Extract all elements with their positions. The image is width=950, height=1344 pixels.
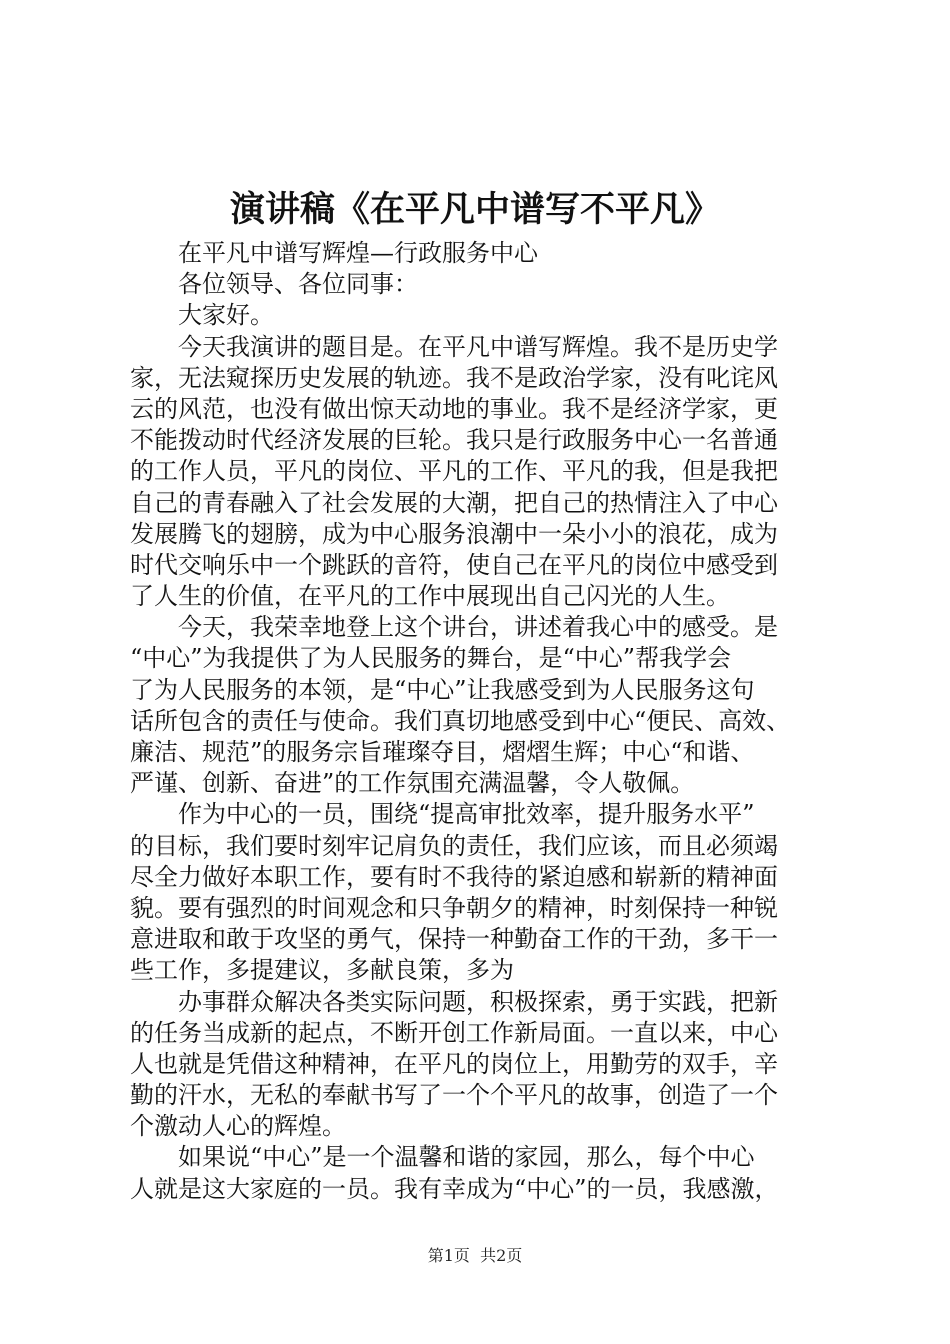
text-line: 今天我演讲的题目是。在平凡中谱写辉煌。我不是历史学 bbox=[178, 332, 778, 361]
page-number-label: 第1页 共2页 bbox=[427, 1246, 523, 1265]
text-line: 自己的青春融入了社会发展的大潮，把自己的热情注入了中心 bbox=[130, 488, 778, 517]
text-line: 作为中心的一员，围绕“提高审批效率，提升服务水平” bbox=[178, 800, 755, 829]
text-line: 的工作人员，平凡的岗位、平凡的工作、平凡的我，但是我把 bbox=[130, 457, 778, 486]
text-line: 了人生的价值，在平凡的工作中展现出自己闪光的人生。 bbox=[130, 582, 730, 611]
text-line: 些工作，多提建议，多献良策，多为 bbox=[130, 956, 514, 985]
text-line: 发展腾飞的翅膀，成为中心服务浪潮中一朵小小的浪花，成为 bbox=[130, 519, 778, 548]
text-line: 各位领导、各位同事： bbox=[178, 270, 418, 299]
text-line: 的任务当成新的起点，不断开创工作新局面。一直以来，中心 bbox=[130, 1018, 778, 1047]
text-line: 时代交响乐中一个跳跃的音符，使自己在平凡的岗位中感受到 bbox=[130, 550, 778, 579]
document-title: 演讲稿《在平凡中谱写不平凡》 bbox=[229, 189, 720, 230]
page-footer bbox=[0, 1244, 950, 1268]
text-line: 尽全力做好本职工作，要有时不我待的紧迫感和崭新的精神面 bbox=[130, 862, 778, 891]
text-line: 勤的汗水，无私的奉献书写了一个个平凡的故事，创造了一个 bbox=[130, 1081, 778, 1110]
text-line: 貌。要有强烈的时间观念和只争朝夕的精神，时刻保持一种锐 bbox=[130, 893, 778, 922]
text-line: 家，无法窥探历史发展的轨迹。我不是政治学家，没有叱诧风 bbox=[130, 363, 778, 392]
text-line: 办事群众解决各类实际问题，积极探索，勇于实践，把新 bbox=[178, 987, 778, 1016]
document-body bbox=[130, 238, 830, 1205]
text-line: 如果说“中心”是一个温馨和谐的家园，那么，每个中心 bbox=[178, 1143, 755, 1172]
text-line: 严谨、创新、奋进”的工作氛围充满温馨，令人敬佩。 bbox=[130, 769, 695, 798]
text-line: 人就是这大家庭的一员。我有幸成为“中心”的一员，我感激， bbox=[130, 1174, 779, 1203]
text-line: 意进取和敢于攻坚的勇气，保持一种勤奋工作的干劲，多干一 bbox=[130, 925, 778, 954]
text-line: 廉洁、规范”的服务宗旨璀璨夺目，熠熠生辉；中心“和谐、 bbox=[130, 738, 755, 766]
text-line: 大家好。 bbox=[178, 301, 274, 330]
text-line: 的目标，我们要时刻牢记肩负的责任，我们应该，而且必须竭 bbox=[130, 831, 778, 860]
text-line: 了为人民服务的本领，是“中心”让我感受到为人民服务这句 bbox=[130, 675, 755, 704]
text-line: 话所包含的责任与使命。我们真切地感受到中心“便民、高效、 bbox=[130, 706, 791, 735]
text-line: “中心”为我提供了为人民服务的舞台，是“中心”帮我学会 bbox=[130, 644, 732, 673]
text-line: 云的风范，也没有做出惊天动地的事业。我不是经济学家，更 bbox=[130, 394, 778, 423]
text-line: 个激动人心的辉煌。 bbox=[130, 1112, 346, 1141]
text-line: 不能拨动时代经济发展的巨轮。我只是行政服务中心一名普通 bbox=[130, 426, 778, 455]
text-line: 在平凡中谱写辉煌—行政服务中心 bbox=[178, 239, 538, 267]
text-line: 人也就是凭借这种精神，在平凡的岗位上，用勤劳的双手，辛 bbox=[130, 1049, 778, 1078]
text-line: 今天，我荣幸地登上这个讲台，讲述着我心中的感受。是 bbox=[178, 613, 778, 642]
